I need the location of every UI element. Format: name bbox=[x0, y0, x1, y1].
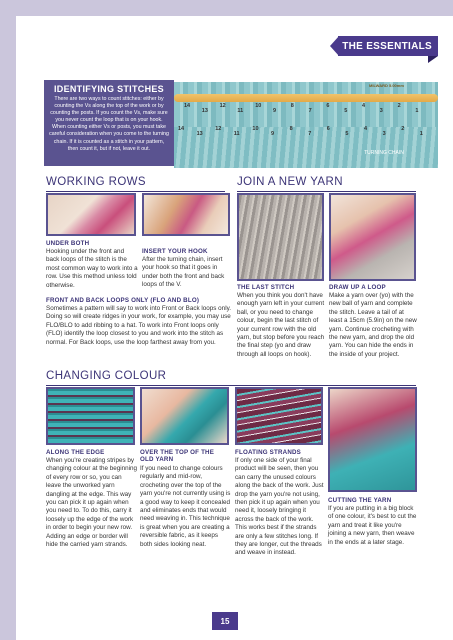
changing-colour-heading: CHANGING COLOUR bbox=[46, 370, 167, 382]
stitch-number: 2 bbox=[397, 103, 401, 109]
stitch-number: 10 bbox=[252, 126, 259, 132]
cutting-title: CUTTING THE YARN bbox=[328, 497, 392, 504]
stitch-number: 14 bbox=[178, 126, 185, 132]
stitch-number: 7 bbox=[308, 131, 312, 137]
last-stitch-text: When you think you don't have enough yarn left in your current ball, or you need to change colour, begin the last stitch of your current row with the old yarn, but stop before you reach the final step (yo and draw through all loops on hook). bbox=[237, 292, 325, 358]
along-edge-text: When you're creating stripes by changing colour at the beginning of every row or so, you can leave the unworked yarn dangling at the edge. This way you can pick it up again when you need to. To do this, carry it loosely up the edge of the work in order to begin your new row. Adding an edge or border will hide the carried yarn strands. bbox=[46, 457, 138, 549]
photo-over-top bbox=[140, 387, 229, 445]
banner-fold bbox=[428, 56, 438, 63]
photo-draw-loop bbox=[329, 193, 416, 281]
stitch-number: 12 bbox=[219, 103, 226, 109]
stitch-number: 7 bbox=[308, 108, 312, 114]
join-yarn-rule bbox=[237, 191, 416, 192]
working-rows-heading: WORKING ROWS bbox=[46, 176, 146, 188]
over-top-text: If you need to change colours regularly and mid-row, crocheting over the top of the yarn you're not currently using is a good way to keep it concealed and eliminates ends that would need weaving in. This technique is great when you are creating a reversible fabric, as it keeps both sides looking neat. bbox=[140, 465, 231, 548]
cutting-text: If you are putting in a big block of one colour, it's best to cut the yarn and treat it like you're joining a new yarn, then weave in the ends at a later stage. bbox=[328, 505, 417, 546]
stitch-number: 9 bbox=[271, 131, 275, 137]
draw-loop-title: DRAW UP A LOOP bbox=[329, 284, 386, 291]
turning-chain-label: TURNING CHAIN bbox=[364, 150, 404, 156]
stitch-number: 5 bbox=[345, 131, 349, 137]
stitch-number: 11 bbox=[237, 108, 244, 114]
stitch-number: 13 bbox=[196, 131, 203, 137]
stitch-number: 3 bbox=[379, 108, 383, 114]
photo-floating-strands bbox=[235, 387, 323, 445]
floating-title: FLOATING STRANDS bbox=[235, 449, 301, 456]
under-both-title: UNDER BOTH bbox=[46, 240, 90, 247]
stitch-number: 9 bbox=[273, 108, 277, 114]
photo-insert-hook bbox=[142, 193, 230, 236]
working-rows-rule bbox=[46, 191, 225, 192]
photo-under-both bbox=[46, 193, 136, 236]
floating-text: If only one side of your final product will be seen, then you can carry the unused colours along the back of the work. Just drop the yarn you're not using, then pick it up again when you need it, loosely bringing it across the back of the work. This works best if the strands are only a few stitches long. If they are longer, cut the threads and weave in instead. bbox=[235, 457, 324, 557]
flo-blo-text: Sometimes a pattern will say to work into Front or Back loops only. Doing so will create ridges in your work, for example, you may use FLO/BLO to add ribbing to a hat. To work into Front loops only (FLO) identify the loop closest to you and work into the stitch as normal. For Back loops, use the loop farthest away from you. bbox=[46, 305, 232, 346]
photo-cutting-yarn bbox=[328, 387, 417, 492]
crochet-hook bbox=[174, 94, 438, 102]
stitch-number: 4 bbox=[362, 103, 366, 109]
stitch-number: 3 bbox=[382, 131, 386, 137]
under-both-text: Hooking under the front and back loops of the stitch is the most common way to work into a row. Use this method unless told otherwise. bbox=[46, 248, 138, 289]
stitch-number: 10 bbox=[255, 103, 262, 109]
changing-colour-rule bbox=[46, 385, 416, 386]
identifying-body: There are two ways to count stitches: either by counting the Vs along the top of the work or by counting the posts. If you count the Vs, make sure you never count the loop that is on your hook. When counting either Vs or posts, you must take careful consideration when you come to the turning chain. If it is counted as a stitch in your pattern, then count it, but if not, leave it out. bbox=[49, 96, 169, 152]
stitch-number: 4 bbox=[364, 126, 368, 132]
hook-label: MILWARD 5.00mm bbox=[369, 83, 404, 88]
along-edge-title: ALONG THE EDGE bbox=[46, 449, 105, 456]
identifying-title: IDENTIFYING STITCHES bbox=[53, 84, 164, 94]
stitch-number: 6 bbox=[326, 103, 330, 109]
last-stitch-title: THE LAST STITCH bbox=[237, 284, 295, 291]
join-yarn-heading: JOIN A NEW YARN bbox=[237, 176, 343, 188]
stitch-number: 6 bbox=[326, 126, 330, 132]
stitch-number: 14 bbox=[184, 103, 191, 109]
stitch-number: 5 bbox=[344, 108, 348, 114]
stitch-number: 8 bbox=[289, 126, 293, 132]
insert-hook-title: INSERT YOUR HOOK bbox=[142, 248, 208, 255]
section-banner: THE ESSENTIALS bbox=[338, 36, 438, 56]
draw-loop-text: Make a yarn over (yo) with the new ball of yarn and complete the stitch. Leave a tail of at least a 15cm (5.9in) on the new yarn. Continue crocheting with the new yarn, and drop the old yarn. You can hide the ends in the inside of your project. bbox=[329, 292, 417, 358]
flo-blo-title: FRONT AND BACK LOOPS ONLY (FLO AND BLO) bbox=[46, 297, 200, 304]
stitch-number: 1 bbox=[415, 108, 419, 114]
stitch-number: 2 bbox=[401, 126, 405, 132]
stitch-number: 12 bbox=[215, 126, 222, 132]
stitch-number: 8 bbox=[290, 103, 294, 109]
stitch-number: 1 bbox=[419, 131, 423, 137]
insert-hook-text: After the turning chain, insert your hook so that it goes in under both the front and back loops of the V. bbox=[142, 256, 225, 289]
photo-along-edge bbox=[46, 387, 135, 445]
swatch-lower-rows bbox=[174, 127, 438, 168]
identifying-stitches-box bbox=[44, 80, 174, 166]
page-number: 15 bbox=[212, 612, 238, 630]
stitch-number: 13 bbox=[201, 108, 208, 114]
stitch-number: 11 bbox=[233, 131, 240, 137]
over-top-title: OVER THE TOP OF THE OLD YARN bbox=[140, 449, 215, 463]
photo-last-stitch bbox=[237, 193, 324, 281]
